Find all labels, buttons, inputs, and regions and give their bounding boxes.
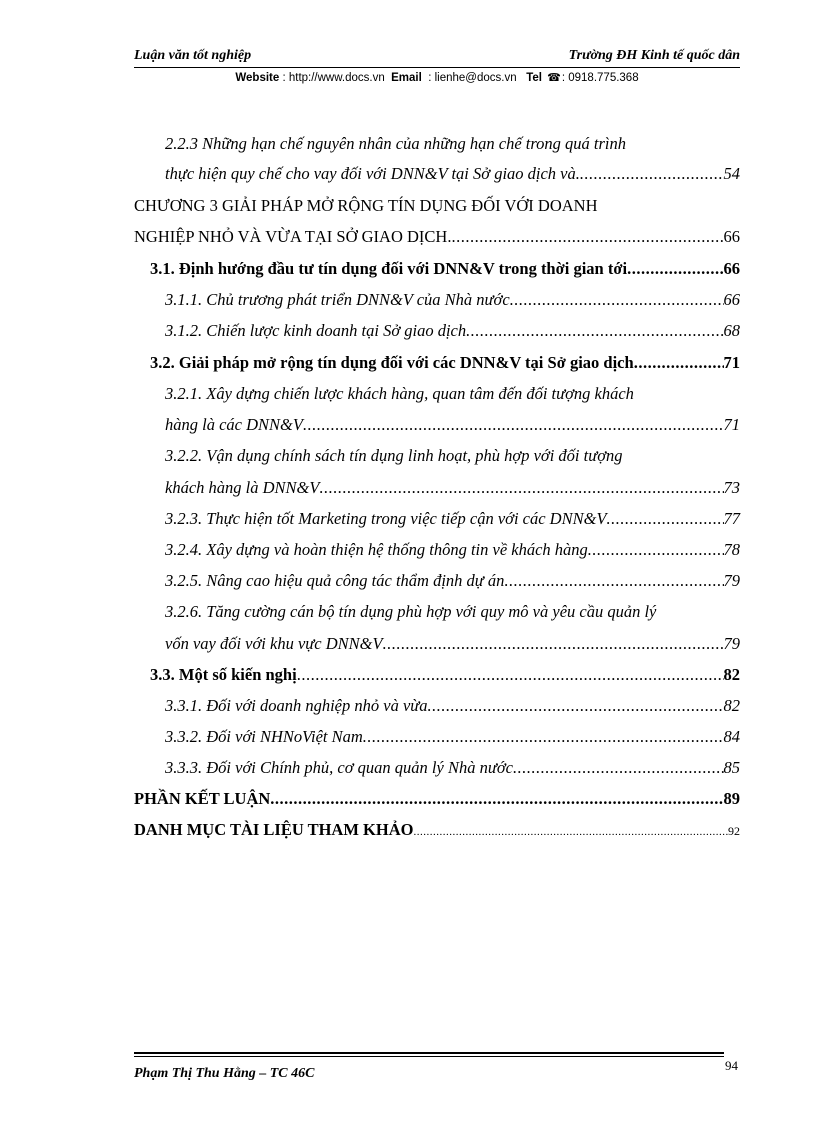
toc-part[interactable] <box>134 820 740 840</box>
toc-entry-text: 2.2.3 Những hạn chế nguyên nhân của những hạn chế trong quá trình <box>165 134 627 153</box>
toc-entry-text: 3.2.1. Xây dựng chiến lược khách hàng, quan tâm đến đối tượng khách <box>165 384 634 403</box>
toc-section[interactable] <box>150 665 740 685</box>
toc-entry-page: 82 <box>723 665 740 684</box>
toc-entry[interactable] <box>165 602 740 622</box>
tel-value: : 0918.775.368 <box>561 72 639 84</box>
dot-leader <box>270 789 723 809</box>
toc-entry-page: 71 <box>723 415 740 434</box>
toc-entry-text: 3.2. Giải pháp mở rộng tín dụng đối với các DNN&V tại Sở giao dịch <box>150 353 634 372</box>
dot-leader <box>303 415 724 435</box>
toc-entry-page: 82 <box>723 696 740 715</box>
dot-leader <box>513 758 724 778</box>
dot-leader <box>607 509 724 529</box>
toc-entry-text: 3.3.2. Đối với NHNoViệt Nam <box>165 727 363 746</box>
toc-entry[interactable] <box>165 290 740 310</box>
dot-leader <box>510 290 724 310</box>
toc-entry[interactable] <box>165 478 740 498</box>
dot-leader <box>319 478 723 498</box>
toc-entry-page: 66 <box>723 227 740 246</box>
toc-entry[interactable] <box>165 446 740 466</box>
toc-entry-text: vốn vay đối với khu vực DNN&V <box>165 634 383 653</box>
toc-entry-text: 3.2.4. Xây dựng và hoàn thiện hệ thống thông tin về khách hàng <box>165 540 588 559</box>
toc-entry-text: NGHIỆP NHỎ VÀ VỪA TẠI SỞ GIAO DỊCH. <box>134 227 452 246</box>
toc-entry-text: 3.2.2. Vận dụng chính sách tín dụng linh hoạt, phù hợp với đối tượng <box>165 446 623 465</box>
page-number: 94 <box>725 1058 738 1073</box>
toc-entry-text: DANH MỤC TÀI LIỆU THAM KHẢO <box>134 820 414 839</box>
toc-entry[interactable] <box>165 634 740 654</box>
website-label: Website <box>235 72 280 84</box>
toc-entry-page: 73 <box>723 478 740 497</box>
toc-section[interactable] <box>150 259 740 279</box>
toc-entry-text: 3.3.3. Đối với Chính phủ, cơ quan quản lý Nhà nước <box>165 758 513 777</box>
dot-leader <box>466 321 723 341</box>
toc-entry[interactable] <box>165 384 740 404</box>
toc-entry-text: PHẦN KẾT LUẬN <box>134 789 271 808</box>
dot-leader <box>504 571 723 591</box>
dot-leader <box>627 259 723 279</box>
toc-entry-text: CHƯƠNG 3 GIẢI PHÁP MỞ RỘNG TÍN DỤNG ĐỐI VỚI DOANH <box>134 196 598 215</box>
dot-leader <box>588 540 724 560</box>
dot-leader <box>580 164 724 184</box>
toc-entry-page: 92 <box>728 824 740 838</box>
toc-entry[interactable] <box>165 540 740 560</box>
toc-entry-text: 3.3. Một số kiến nghị <box>150 665 297 684</box>
toc-part[interactable] <box>134 789 740 809</box>
toc-entry-page: 84 <box>723 727 740 746</box>
toc-entry-page: 71 <box>723 353 740 372</box>
toc-entry[interactable] <box>165 696 740 716</box>
toc-entry[interactable] <box>165 571 740 591</box>
dot-leader <box>363 727 724 747</box>
page-header <box>134 48 740 84</box>
dot-leader <box>413 826 728 838</box>
email-value[interactable]: : lienhe@docs.vn <box>428 72 517 84</box>
toc-entry-page: 79 <box>723 634 740 653</box>
toc-chapter[interactable] <box>134 227 740 247</box>
header-row <box>134 48 740 64</box>
phone-icon: ☎ <box>547 72 561 84</box>
tel-label: Tel <box>526 72 542 84</box>
dot-leader <box>428 696 724 716</box>
toc-entry-text: khách hàng là DNN&V <box>165 478 320 497</box>
toc-entry-page: 68 <box>723 321 740 340</box>
toc-entry-text: 3.1. Định hướng đầu tư tín dụng đối với DNN&V trong thời gian tới <box>150 259 628 278</box>
toc-entry-text: 3.2.5. Nâng cao hiệu quả công tác thẩm định dự án <box>165 571 505 590</box>
dot-leader <box>634 353 724 373</box>
dot-leader <box>383 634 724 654</box>
toc-entry-text: 3.1.2. Chiến lược kinh doanh tại Sở giao dịch <box>165 321 467 340</box>
dot-leader <box>297 665 724 685</box>
toc-entry-page: 77 <box>723 509 740 528</box>
header-rule <box>134 67 740 68</box>
toc-entry[interactable] <box>165 321 740 341</box>
toc-entry[interactable] <box>165 509 740 529</box>
toc-entry[interactable] <box>165 415 740 435</box>
toc-entry-text: thực hiện quy chế cho vay đối với DNN&V tại Sở giao dịch và. <box>165 164 580 183</box>
toc-entry-text: 3.2.3. Thực hiện tốt Marketing trong việc tiếp cận với các DNN&V <box>165 509 607 528</box>
toc-entry[interactable] <box>165 727 740 747</box>
dot-leader <box>451 227 723 247</box>
toc-entry-page: 85 <box>723 758 740 777</box>
email-label: Email <box>391 72 422 84</box>
toc-entry-page: 79 <box>723 571 740 590</box>
toc-entry[interactable] <box>165 134 740 154</box>
toc-entry[interactable] <box>165 758 740 778</box>
toc-entry-page: 89 <box>723 789 740 808</box>
toc-entry-page: 78 <box>723 540 740 559</box>
footer-author: Phạm Thị Thu Hằng – TC 46C <box>134 1066 315 1081</box>
toc-chapter[interactable] <box>134 196 740 216</box>
toc-entry-text: hàng là các DNN&V <box>165 415 303 434</box>
footer-rule <box>134 1052 724 1054</box>
toc-entry-text: 3.2.6. Tăng cường cán bộ tín dụng phù hợp với quy mô và yêu cầu quản lý <box>165 602 657 621</box>
toc-entry-page: 66 <box>723 259 740 278</box>
header-contact <box>134 71 740 84</box>
website-value[interactable]: : http://www.docs.vn <box>282 72 385 84</box>
toc-section[interactable] <box>150 353 740 373</box>
header-left-title: Luận văn tốt nghiệp <box>134 48 252 63</box>
footer-rule <box>134 1056 724 1057</box>
toc-entry-page: 66 <box>723 290 740 309</box>
toc-entry[interactable] <box>165 164 740 184</box>
header-right-title: Trường ĐH Kinh tế quốc dân <box>568 48 740 63</box>
toc-entry-text: 3.3.1. Đối với doanh nghiệp nhỏ và vừa <box>165 696 428 715</box>
toc-entry-text: 3.1.1. Chủ trương phát triển DNN&V của Nhà nước <box>165 290 510 309</box>
toc-entry-page: 54 <box>723 164 740 183</box>
